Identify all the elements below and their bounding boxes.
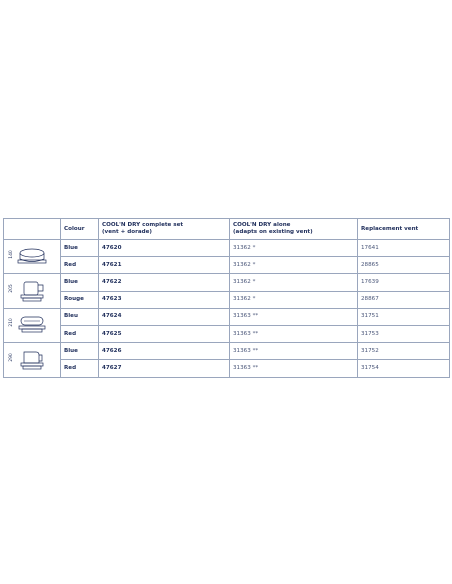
table-row	[4, 240, 450, 257]
header-replacement: Replacement vent	[358, 219, 450, 240]
header-alone-line1: COOL'N DRY alone	[233, 222, 291, 228]
colour-cell: Red	[61, 325, 99, 342]
alone-cell: 31362 *	[230, 291, 358, 308]
group-icon-cell	[4, 240, 61, 274]
header-complete-set-line2: (vent + dorade)	[102, 229, 152, 235]
product-table-container	[3, 218, 449, 378]
colour-cell: Blue	[61, 274, 99, 291]
replacement-cell: 28865	[358, 257, 450, 274]
table-row	[4, 343, 450, 360]
dimension-label: 205	[8, 284, 14, 293]
replacement-cell: 31754	[358, 360, 450, 377]
alone-cell: 31363 **	[230, 343, 358, 360]
colour-cell: Blue	[61, 240, 99, 257]
table-row	[4, 308, 450, 325]
replacement-cell: 17641	[358, 240, 450, 257]
alone-cell: 31363 **	[230, 308, 358, 325]
group-icon-cell	[4, 343, 61, 377]
product-table	[3, 218, 450, 378]
group-icon-cell	[4, 308, 61, 342]
header-icon-cell	[4, 219, 61, 240]
replacement-cell: 31752	[358, 343, 450, 360]
colour-cell: Bleu	[61, 308, 99, 325]
colour-cell: Blue	[61, 343, 99, 360]
round-vent-icon	[15, 246, 49, 268]
table-header-row	[4, 219, 450, 240]
table-row	[4, 360, 450, 377]
alone-cell: 31362 *	[230, 257, 358, 274]
dimension-label: 290	[8, 353, 14, 362]
header-colour: Colour	[61, 219, 99, 240]
complete-set-cell: 47620	[99, 240, 230, 257]
replacement-cell: 31753	[358, 325, 450, 342]
dimension-label: 210	[8, 318, 14, 328]
complete-set-cell: 47627	[99, 360, 230, 377]
header-complete-set-line1: COOL'N DRY complete set	[102, 222, 184, 228]
alone-cell: 31362 *	[230, 240, 358, 257]
header-alone	[230, 219, 358, 240]
replacement-cell: 31751	[358, 308, 450, 325]
complete-set-cell: 47623	[99, 291, 230, 308]
dimension-label: 140	[8, 249, 14, 259]
table-row	[4, 274, 450, 291]
colour-cell: Rouge	[61, 291, 99, 308]
replacement-cell: 28867	[358, 291, 450, 308]
colour-cell: Red	[61, 360, 99, 377]
low-vent-icon	[15, 314, 49, 336]
complete-set-cell: 47624	[99, 308, 230, 325]
alone-cell: 31363 **	[230, 360, 358, 377]
header-complete-set	[99, 219, 230, 240]
complete-set-cell: 47622	[99, 274, 230, 291]
group-icon-cell	[4, 274, 61, 308]
table-row	[4, 291, 450, 308]
tall-vent-icon	[15, 280, 49, 304]
cowl-vent-icon	[15, 349, 49, 373]
replacement-cell: 17639	[358, 274, 450, 291]
alone-cell: 31362 *	[230, 274, 358, 291]
complete-set-cell: 47621	[99, 257, 230, 274]
table-row	[4, 325, 450, 342]
complete-set-cell: 47625	[99, 325, 230, 342]
colour-cell: Red	[61, 257, 99, 274]
complete-set-cell: 47626	[99, 343, 230, 360]
alone-cell: 31363 **	[230, 325, 358, 342]
header-alone-line2: (adapts on existing vent)	[233, 229, 313, 235]
table-row	[4, 257, 450, 274]
